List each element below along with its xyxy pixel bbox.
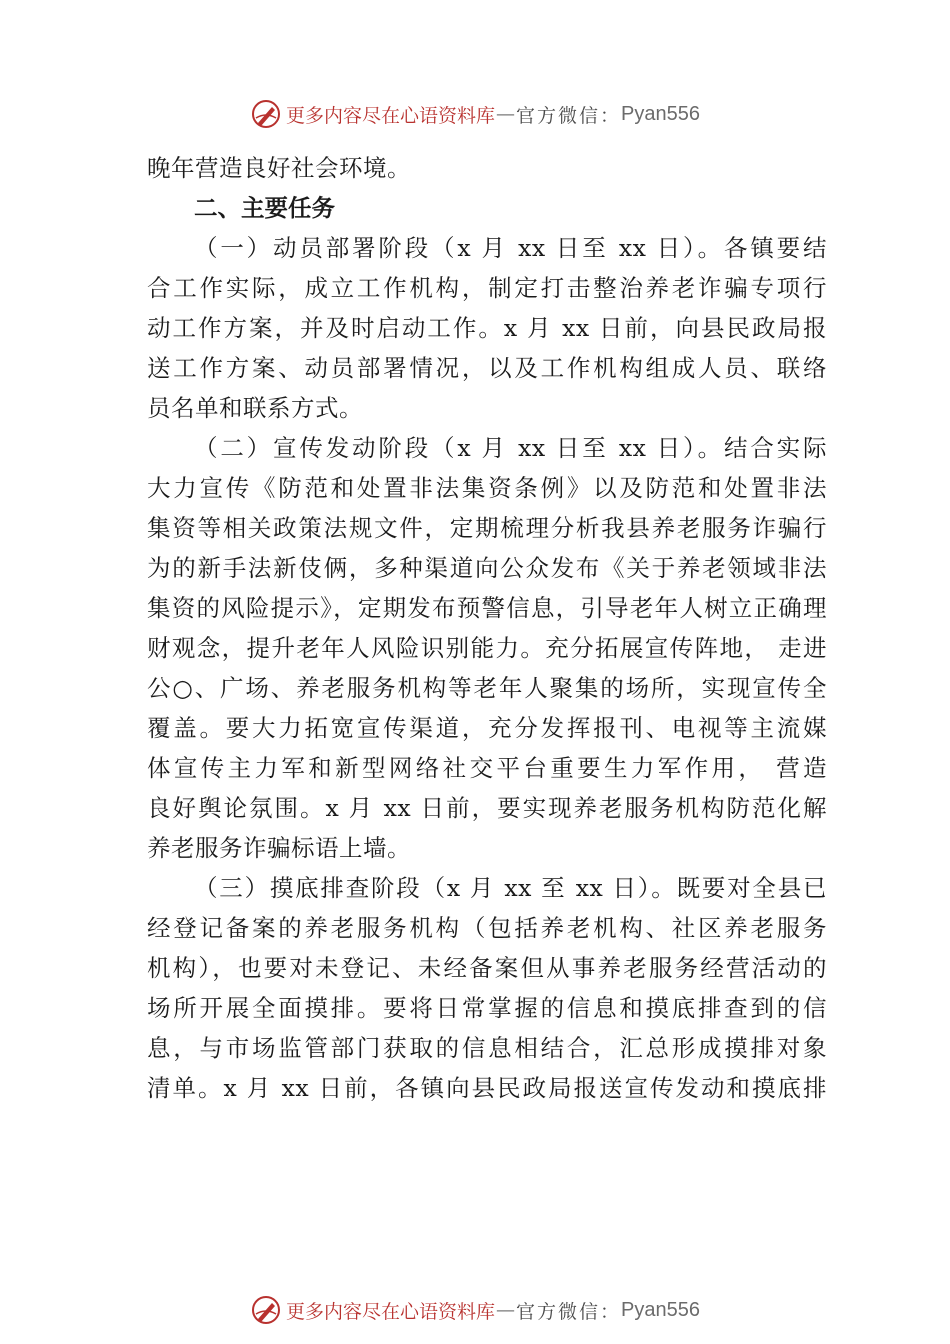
watermark-brand-text: 更多内容尽在心语资料库 bbox=[286, 104, 496, 127]
paragraph-line: 养老服务诈骗标语上墙。 bbox=[147, 834, 411, 862]
watermark-account-id: Pyan556 bbox=[621, 102, 700, 125]
paragraph-line: 覆盖。要大力拓宽宣传渠道，充分发挥报刊、电视等主流媒 bbox=[147, 714, 827, 742]
pen-circle-logo-icon bbox=[250, 98, 282, 130]
paragraph-line: 合工作实际，成立工作机构，制定打击整治养老诈骗专项行 bbox=[147, 274, 827, 302]
paragraph-line: （二）宣传发动阶段（x 月 xx 日至 xx 日）。结合实际 bbox=[194, 434, 827, 462]
paragraph-line: 财观念，提升老年人风险识别能力。充分拓展宣传阵地， 走进 bbox=[147, 634, 827, 662]
paragraph-line: 为的新手法新伎俩，多种渠道向公众发布《关于养老领域非法 bbox=[147, 554, 827, 582]
watermark-dash: — bbox=[496, 1299, 516, 1321]
watermark-account-id: Pyan556 bbox=[621, 1298, 700, 1321]
paragraph-line: 员名单和联系方式。 bbox=[147, 394, 363, 422]
paragraph-line: 良好舆论氛围。x 月 xx 日前，要实现养老服务机构防范化解 bbox=[147, 794, 827, 822]
document-body bbox=[147, 148, 827, 1108]
paragraph-line: 清单。x 月 xx 日前，各镇向县民政局报送宣传发动和摸底排 bbox=[147, 1074, 827, 1102]
watermark-brand-text: 更多内容尽在心语资料库 bbox=[286, 1300, 496, 1323]
paragraph-line: 机构），也要对未登记、未经备案但从事养老服务经营活动的 bbox=[147, 954, 827, 982]
watermark-dash: — bbox=[496, 103, 516, 125]
watermark-official-label: 官方微信： bbox=[516, 1300, 622, 1323]
paragraph-line: 集资的风险提示》，定期发布预警信息，引导老年人树立正确理 bbox=[147, 594, 827, 622]
paragraph-line: 公○、广场、养老服务机构等老年人聚集的场所，实现宣传全 bbox=[147, 674, 827, 702]
watermark-footer bbox=[0, 1290, 950, 1330]
watermark-header bbox=[0, 94, 950, 134]
paragraph-line: 晚年营造良好社会环境。 bbox=[147, 154, 411, 182]
paragraph-line: 动工作方案，并及时启动工作。x 月 xx 日前，向县民政局报 bbox=[147, 314, 827, 342]
paragraph-line: 息，与市场监管部门获取的信息相结合，汇总形成摸排对象 bbox=[147, 1034, 827, 1062]
pen-circle-logo-icon bbox=[250, 1294, 282, 1326]
paragraph-line: 体宣传主力军和新型网络社交平台重要生力军作用， 营造 bbox=[147, 754, 827, 782]
watermark-official-label: 官方微信： bbox=[516, 104, 622, 127]
paragraph-line: 大力宣传《防范和处置非法集资条例》以及防范和处置非法 bbox=[147, 474, 827, 502]
paragraph-line: （一）动员部署阶段（x 月 xx 日至 xx 日）。各镇要结 bbox=[194, 234, 827, 262]
paragraph-line: 集资等相关政策法规文件，定期梳理分析我县养老服务诈骗行 bbox=[147, 514, 827, 542]
paragraph-line: 送工作方案、动员部署情况，以及工作机构组成人员、联络 bbox=[147, 354, 827, 382]
section-heading: 二、主要任务 bbox=[194, 194, 335, 222]
paragraph-line: （三）摸底排查阶段（x 月 xx 至 xx 日）。既要对全县已 bbox=[194, 874, 827, 902]
paragraph-line: 经登记备案的养老服务机构（包括养老机构、社区养老服务 bbox=[147, 914, 827, 942]
paragraph-line: 场所开展全面摸排。要将日常掌握的信息和摸底排查到的信 bbox=[147, 994, 827, 1022]
